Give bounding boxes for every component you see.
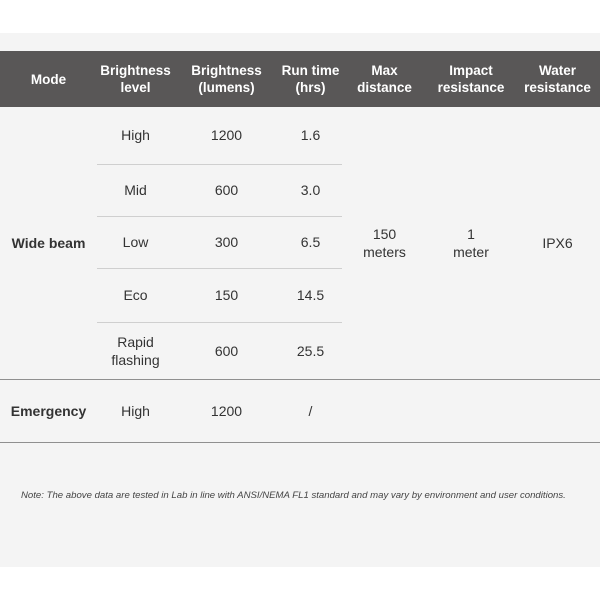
empty-cell (427, 379, 515, 442)
header-impact-resistance: Impact resistance (427, 51, 515, 107)
header-max-distance: Max distance (342, 51, 427, 107)
level-cell: Rapid flashing (97, 322, 174, 379)
impact-resistance-value: 1 meter (427, 107, 515, 379)
mode-wide-beam: Wide beam (0, 107, 97, 379)
header-brightness-lumens: Brightness (lumens) (174, 51, 279, 107)
mode-emergency: Emergency (0, 379, 97, 442)
header-water-resistance: Water resistance (515, 51, 600, 107)
runtime-cell: / (279, 379, 342, 442)
runtime-cell: 14.5 (279, 268, 342, 322)
header-run-time: Run time (hrs) (279, 51, 342, 107)
empty-cell (515, 379, 600, 442)
level-cell: Eco (97, 268, 174, 322)
header-brightness-level: Brightness level (97, 51, 174, 107)
level-cell: Mid (97, 164, 174, 216)
max-distance-value: 150 meters (342, 107, 427, 379)
header-mode: Mode (0, 51, 97, 107)
spec-table (0, 51, 600, 443)
runtime-cell: 1.6 (279, 107, 342, 164)
level-cell: High (97, 107, 174, 164)
table-row (0, 107, 600, 164)
footnote: Note: The above data are tested in Lab in line with ANSI/NEMA FL1 standard and may vary by environment and user conditions. (21, 490, 566, 501)
lumens-cell: 600 (174, 322, 279, 379)
runtime-cell: 25.5 (279, 322, 342, 379)
lumens-cell: 150 (174, 268, 279, 322)
runtime-cell: 3.0 (279, 164, 342, 216)
table-row-emergency (0, 379, 600, 442)
level-cell: High (97, 379, 174, 442)
empty-cell (342, 379, 427, 442)
lumens-cell: 1200 (174, 379, 279, 442)
lumens-cell: 1200 (174, 107, 279, 164)
lumens-cell: 600 (174, 164, 279, 216)
level-cell: Low (97, 216, 174, 268)
lumens-cell: 300 (174, 216, 279, 268)
water-resistance-value: IPX6 (515, 107, 600, 379)
header-row (0, 51, 600, 107)
runtime-cell: 6.5 (279, 216, 342, 268)
